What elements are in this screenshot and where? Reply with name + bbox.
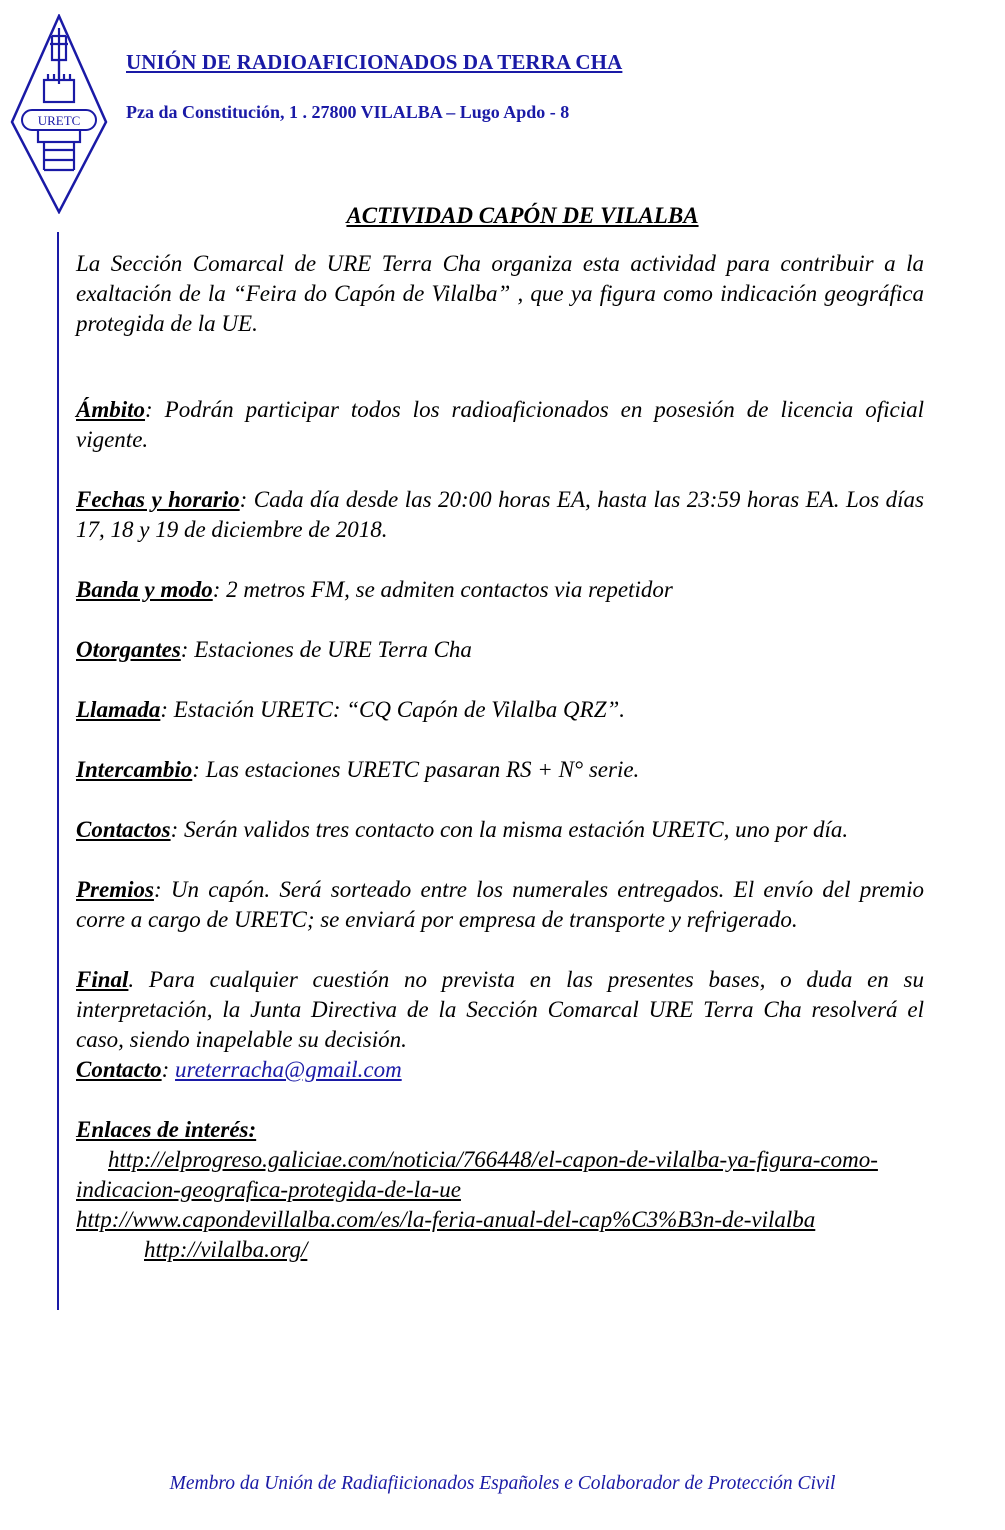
section-premios: Premios: Un capón. Será sorteado entre los numerales entregados. El envío del premio corre a cargo de URETC; se enviará por empresa de transporte y refrigerado. xyxy=(76,877,924,932)
section-contactos: Contactos: Serán validos tres contacto con la misma estación URETC, uno por día. xyxy=(76,817,849,842)
link-capondevillalba[interactable]: http://www.capondevillalba.com/es/la-feria-anual-del-cap%C3%B3n-de-vilalba xyxy=(76,1207,816,1232)
contact-email-link[interactable]: ureterracha@gmail.com xyxy=(175,1057,402,1082)
link-elprogreso[interactable]: http://elprogreso.galiciae.com/noticia/766448/el-capon-de-vilalba-ya-figura-como-indicacion-geografica-protegida-de-la-ue xyxy=(76,1147,878,1202)
section-text: Estación URETC: “CQ Capón de Vilalba QRZ”. xyxy=(168,697,626,722)
section-label: Premios xyxy=(76,877,154,902)
org-name: UNIÓN DE RADIOAFICIONADOS DA TERRA CHA xyxy=(126,50,623,74)
section-text: Estaciones de URE Terra Cha xyxy=(188,637,472,662)
section-banda: Banda y modo: 2 metros FM, se admiten contactos via repetidor xyxy=(76,577,673,602)
org-address: Pza da Constitución, 1 . 27800 VILALBA – Lugo Apdo - 8 xyxy=(126,102,570,122)
section-text: Cada día desde las 20:00 horas EA, hasta las 23:59 horas EA. Los días 17, 18 y 19 de diciembre de 2018. xyxy=(76,487,924,542)
section-label: Llamada xyxy=(76,697,161,722)
contact-label: Contacto xyxy=(76,1057,162,1082)
section-intercambio: Intercambio: Las estaciones URETC pasaran RS + N° serie. xyxy=(76,757,640,782)
section-otorgantes: Otorgantes: Estaciones de URE Terra Cha xyxy=(76,637,472,662)
section-text: Para cualquier cuestión no prevista en las presentes bases, o duda en su interpretación, la Junta Directiva de la Sección Comarcal URE Terra Cha resolverá el caso, siendo inapelable su decisión. xyxy=(76,967,924,1052)
section-text: Podrán participar todos los radioaficionados en posesión de licencia oficial vigente. xyxy=(76,397,924,452)
section-text: 2 metros FM, se admiten contactos via repetidor xyxy=(220,577,673,602)
left-margin-rule xyxy=(57,232,59,1310)
logo-label: URETC xyxy=(37,113,81,128)
section-llamada: Llamada: Estación URETC: “CQ Capón de Vilalba QRZ”. xyxy=(76,697,626,722)
section-text: Las estaciones URETC pasaran RS + N° serie. xyxy=(199,757,640,782)
section-label: Final xyxy=(76,967,129,992)
document-body xyxy=(76,249,924,1265)
section-text: Serán validos tres contacto con la misma estación URETC, uno por día. xyxy=(178,817,849,842)
document-title: ACTIVIDAD CAPÓN DE VILALBA xyxy=(346,203,699,228)
section-label: Otorgantes xyxy=(76,637,181,662)
section-label: Banda y modo xyxy=(76,577,213,602)
section-label: Intercambio xyxy=(76,757,193,782)
contact-line: Contacto: ureterracha@gmail.com xyxy=(76,1057,402,1082)
footer-text: Membro da Unión de Radiafiicionados Españoles e Colaborador de Protección Civil xyxy=(169,1473,836,1494)
section-label: Ámbito xyxy=(76,397,146,422)
section-ambito: Ámbito: Podrán participar todos los radioaficionados en posesión de licencia oficial vigente. xyxy=(76,397,924,452)
links-title: Enlaces de interés: xyxy=(76,1117,257,1142)
section-fechas: Fechas y horario: Cada día desde las 20:00 horas EA, hasta las 23:59 horas EA. Los días 17, 18 y 19 de diciembre de 2018. xyxy=(76,487,924,542)
section-label: Contactos xyxy=(76,817,171,842)
link-vilalba[interactable]: http://vilalba.org/ xyxy=(144,1237,308,1262)
uretc-logo xyxy=(8,14,110,214)
section-final: Final. Para cualquier cuestión no prevista en las presentes bases, o duda en su interpretación, la Junta Directiva de la Sección Comarcal URE Terra Cha resolverá el caso, siendo inapelable su decisión. xyxy=(76,967,924,1052)
section-label: Fechas y horario xyxy=(76,487,240,512)
intro-paragraph: La Sección Comarcal de URE Terra Cha organiza esta actividad para contribuir a la exaltación de la “Feira do Capón de Vilalba” , que ya figura como indicación geográfica protegida de la UE. xyxy=(76,251,924,336)
section-text: Un capón. Será sorteado entre los numerales entregados. El envío del premio corre a cargo de URETC; se enviará por empresa de transporte y refrigerado. xyxy=(76,877,924,932)
